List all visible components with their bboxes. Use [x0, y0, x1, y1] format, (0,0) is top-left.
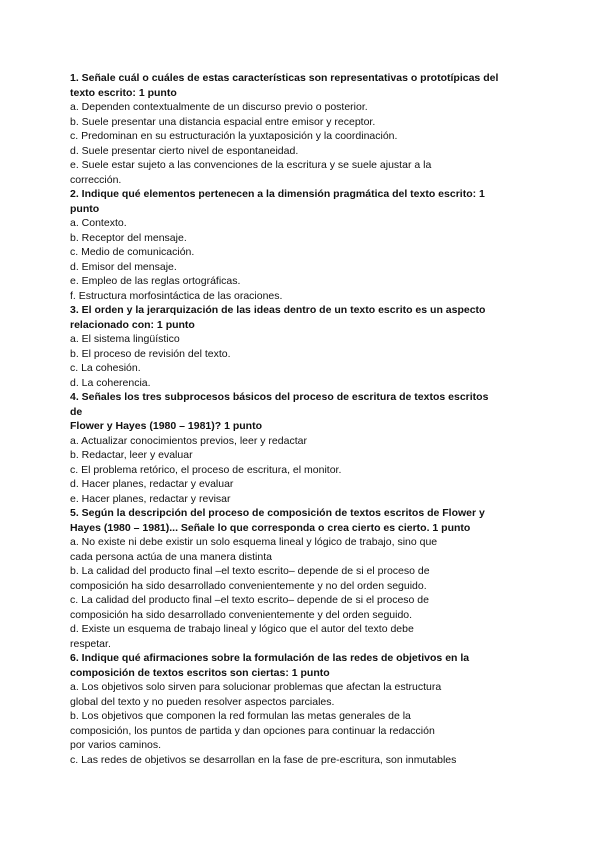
answer-option-line: a. Dependen contextualmente de un discurso previo o posterior. — [70, 101, 368, 113]
question-line: 4. Señales los tres subprocesos básicos del proceso de escritura de textos escritos — [70, 391, 489, 403]
answer-option-line: b. Suele presentar una distancia espacial entre emisor y receptor. — [70, 115, 376, 128]
answer-option-line: b. El proceso de revisión del texto. — [70, 347, 231, 360]
answer-option-line: corrección. — [70, 173, 122, 186]
question-line: punto — [70, 202, 100, 215]
answer-option-line: d. Existe un esquema de trabajo lineal y lógico que el autor del texto debe — [70, 623, 414, 635]
answer-option-line: a. No existe ni debe existir un solo esquema lineal y lógico de trabajo, sino que — [70, 536, 438, 548]
answer-option-line: a. Contexto. — [70, 217, 127, 229]
answer-option-line: b. La calidad del producto final –el texto escrito– depende de si el proceso de — [70, 565, 430, 577]
answer-option-line: c. Las redes de objetivos se desarrollan en la fase de pre-escritura, son inmutables — [70, 753, 457, 766]
answer-option-line: f. Estructura morfosintáctica de las oraciones. — [70, 289, 283, 302]
answer-option-line: c. Medio de comunicación. — [70, 246, 195, 258]
document-text — [70, 71, 540, 767]
answer-option-line: c. La cohesión. — [70, 362, 141, 374]
question-line: 2. Indique qué elementos pertenecen a la dimensión pragmática del texto escrito: 1 — [70, 188, 485, 200]
answer-option-line: e. Hacer planes, redactar y revisar — [70, 492, 231, 505]
question-line: Flower y Hayes (1980 – 1981)? 1 punto — [70, 420, 262, 432]
answer-option-line: respetar. — [70, 637, 111, 650]
answer-option-line: global del texto y no pueden resolver aspectos parciales. — [70, 695, 335, 708]
question-line: de — [70, 405, 83, 418]
question-line: 6. Indique qué afirmaciones sobre la formulación de las redes de objetivos en la — [70, 652, 470, 664]
answer-option-line: a. Los objetivos solo sirven para solucionar problemas que afectan la estructura — [70, 681, 442, 693]
answer-option-line: d. La coherencia. — [70, 376, 151, 389]
answer-option-line: d. Emisor del mensaje. — [70, 260, 177, 273]
answer-option-line: composición ha sido desarrollado convenientemente y no del orden seguido. — [70, 579, 427, 592]
answer-option-line: cada persona actúa de una manera distinta — [70, 550, 272, 563]
answer-option-line: c. Predominan en su estructuración la yuxtaposición y la coordinación. — [70, 130, 398, 142]
answer-option-line: composición ha sido desarrollado convenientemente y del orden seguido. — [70, 608, 413, 621]
question-line: composición de textos escritos son ciertas: 1 punto — [70, 666, 330, 679]
question-line: texto escrito: 1 punto — [70, 86, 177, 99]
question-line: 1. Señale cuál o cuáles de estas características son representativas o prototípicas del — [70, 72, 499, 84]
answer-option-line: e. Suele estar sujeto a las convenciones de la escritura y se suele ajustar a la — [70, 159, 432, 171]
question-line: Hayes (1980 – 1981)... Señale lo que corresponda o crea cierto es cierto. 1 punto — [70, 521, 471, 534]
answer-option-line: b. Los objetivos que componen la red formulan las metas generales de la — [70, 710, 411, 722]
answer-option-line: c. La calidad del producto final –el texto escrito– depende de si el proceso de — [70, 594, 429, 606]
answer-option-line: b. Receptor del mensaje. — [70, 231, 187, 244]
answer-option-line: c. El problema retórico, el proceso de escritura, el monitor. — [70, 463, 342, 476]
answer-option-line: e. Empleo de las reglas ortográficas. — [70, 275, 241, 287]
question-line: 3. El orden y la jerarquización de las ideas dentro de un texto escrito es un aspecto — [70, 304, 486, 316]
answer-option-line: d. Suele presentar cierto nivel de espontaneidad. — [70, 144, 299, 157]
answer-option-line: a. El sistema lingüístico — [70, 333, 180, 345]
answer-option-line: composición, los puntos de partida y dan opciones para continuar la redacción — [70, 724, 435, 737]
question-line: relacionado con: 1 punto — [70, 318, 195, 331]
answer-option-line: por varios caminos. — [70, 739, 162, 751]
answer-option-line: a. Actualizar conocimientos previos, leer y redactar — [70, 434, 307, 447]
answer-option-line: b. Redactar, leer y evaluar — [70, 449, 193, 461]
answer-option-line: d. Hacer planes, redactar y evaluar — [70, 478, 234, 490]
question-line: 5. Según la descripción del proceso de composición de textos escritos de Flower y — [70, 507, 485, 519]
